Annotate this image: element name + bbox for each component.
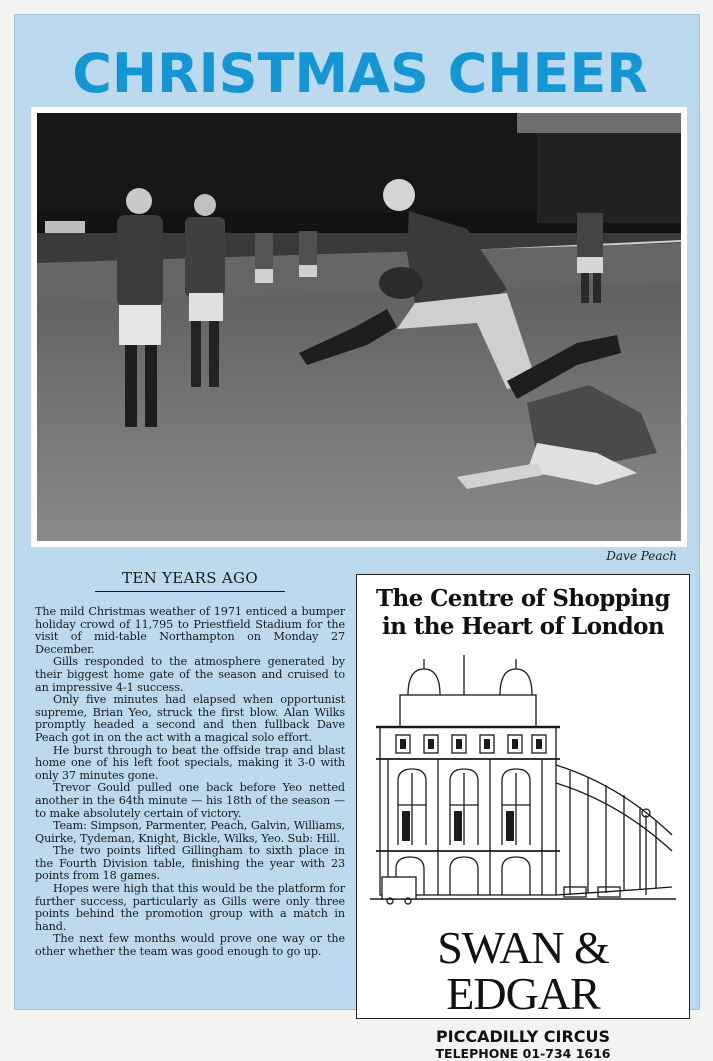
article [35,569,345,959]
article-paragraph: The mild Christmas weather of 1971 enticed a bumper holiday crowd of 11,795 to Priestfield Stadium for the visit of mid-table Northampton on Monday 27 December. [35,605,345,656]
advert-headline-line: The Centre of Shopping [376,585,670,612]
page-headline: CHRISTMAS CHEER [72,42,648,105]
programme-page [14,14,700,1061]
article-paragraph: The two points lifted Gillingham to sixth place in the Fourth Division table, finishing the year with 23 points from 18 games. [35,844,345,883]
advert-brand: SWAN & EDGAR [437,922,609,1019]
photo-frame [31,107,687,547]
article-paragraph: He burst through to beat the offside trap and blast home one of his left foot specials, making it 3-0 with only 37 minutes gone. [35,743,345,782]
article-paragraph: Gills responded to the atmosphere generated by their biggest home gate of the season and cruised to an impressive 4-1 success. [35,655,345,694]
article-heading: TEN YEARS AGO [95,569,285,592]
advert-telephone: TELEPHONE 01-734 1616 [435,1046,611,1061]
article-paragraph: Only five minutes had elapsed when opportunist supreme, Brian Yeo, struck the first blow. Alan Wilks promptly headed a second and then fullback Dave Peach got in on the act with a magical solo effort. [35,693,345,744]
article-paragraph: Trevor Gould pulled one back before Yeo netted another in the 64th minute — his 18th of the season — to make absolutely certain of victory. [35,781,345,820]
building-illustration [370,655,676,911]
article-body [35,606,345,959]
article-paragraph: Team: Simpson, Parmenter, Peach, Galvin, Williams, Quirke, Tydeman, Knight, Bickle, Wilks, Yeo. Sub: Hill. [35,819,345,845]
match-photo [37,113,681,541]
advert-headline-line: in the Heart of London [382,613,664,640]
swan-edgar-advert [356,574,690,1061]
article-paragraph: The next few months would prove one way or the other whether the team was good enough to go up. [35,932,345,959]
advert-location: PICCADILLY CIRCUS [435,1027,611,1046]
photo-credit: Dave Peach [606,549,677,563]
advert-headline [357,585,689,641]
article-paragraph: Hopes were high that this would be the platform for further success, particularly as Gills were only three points behind the promotion group with a match in hand. [35,882,345,933]
